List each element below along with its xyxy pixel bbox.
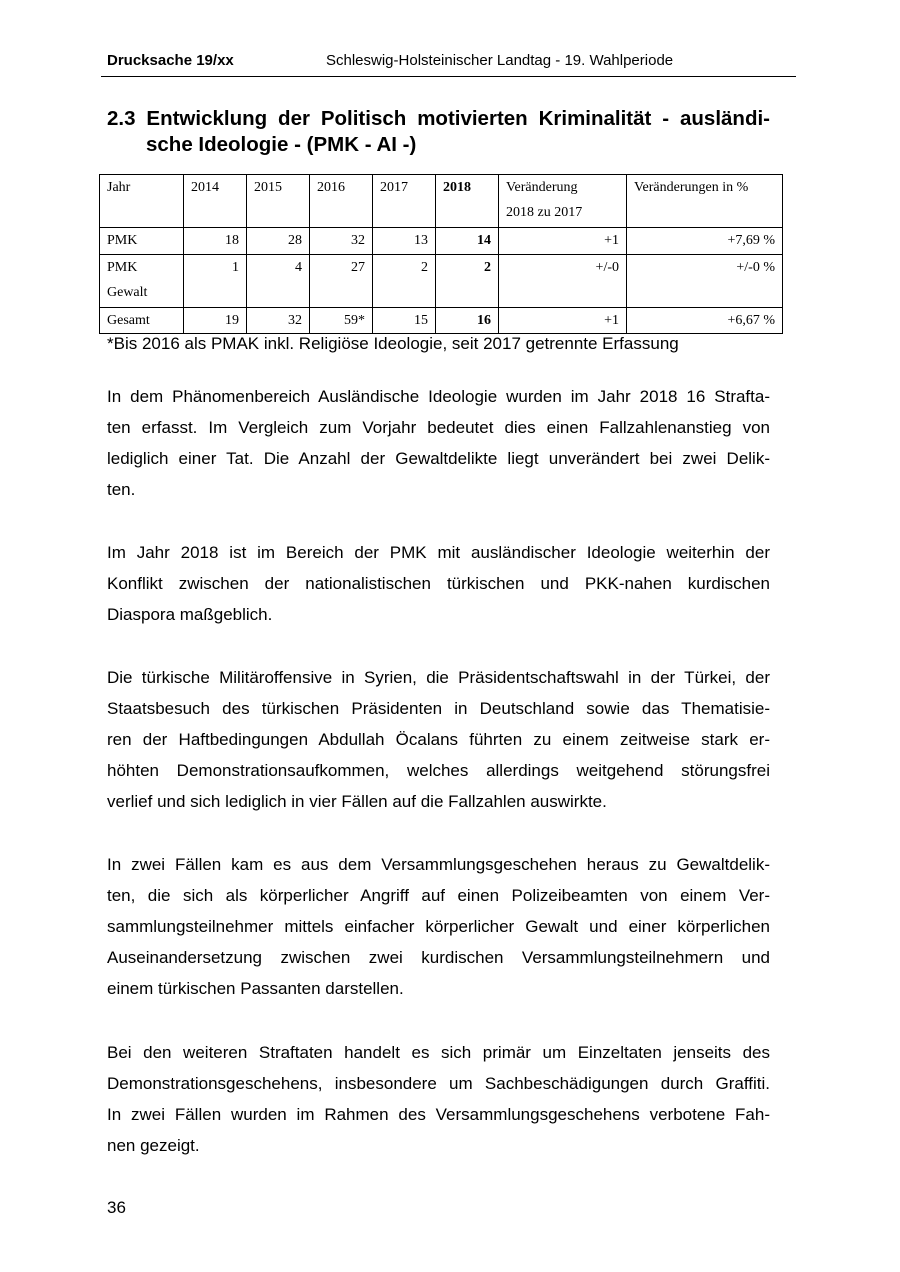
section-heading [107,106,770,158]
text-line: ten, die sich als körperlicher Angriff auf einen Polizeibeamten von einem Ver- [107,886,770,905]
table-cell: 19 [184,308,247,334]
text-line: ten erfasst. Im Vergleich zum Vorjahr bedeutet dies einen Fallzahlenanstieg von [107,418,770,437]
row-label: PMK [100,228,184,255]
table-cell: 14 [436,228,499,255]
text-line: In zwei Fällen wurden im Rahmen des Versammlungsgeschehens verbotene Fah- [107,1105,770,1124]
document-number: Drucksache 19/xx [107,52,234,69]
header-cell-2015: 2015 [247,175,310,228]
table-cell: 32 [310,228,373,255]
text-line: nen gezeigt. [107,1136,200,1155]
paragraph-5 [107,1037,770,1161]
text-line: Konflikt zwischen der nationalistischen türkischen und PKK-nahen kurdischen [107,574,770,593]
table-row [100,255,783,308]
header-cell-2017: 2017 [373,175,436,228]
text-line: In dem Phänomenbereich Ausländische Ideologie wurden im Jahr 2018 16 Strafta- [107,387,770,406]
text-line: Staatsbesuch des türkischen Präsidenten in Deutschland sowie das Thematisie- [107,699,770,718]
header-change-label: Veränderung [506,180,578,195]
header-cell-2016: 2016 [310,175,373,228]
row-label-line-2: Gewalt [107,285,148,300]
section-heading-line-1: 2.3 Entwicklung der Politisch motivierten Kriminalität - ausländi- [107,107,770,130]
table-cell: 27 [310,255,373,308]
table-cell: +7,69 % [627,228,783,255]
text-line: Die türkische Militäroffensive in Syrien, die Präsidentschaftswahl in der Türkei, der [107,668,770,687]
header-cell-change-percent: Veränderungen in % [627,175,783,228]
pmk-statistics-table [99,174,783,334]
text-line: Diaspora maßgeblich. [107,605,273,624]
text-line: Demonstrationsgeschehens, insbesondere um Sachbeschädigungen durch Graffiti. [107,1074,770,1093]
text-line: höhten Demonstrationsaufkommen, welches allerdings weitgehend störungsfrei [107,761,770,780]
text-line: In zwei Fällen kam es aus dem Versammlungsgeschehen heraus zu Gewaltdelik- [107,855,770,874]
table-cell: 1 [184,255,247,308]
table-footnote: *Bis 2016 als PMAK inkl. Religiöse Ideologie, seit 2017 getrennte Erfassung [107,334,679,353]
text-line: ten. [107,480,136,499]
table-header-row [100,175,783,228]
paragraph-4 [107,849,770,1004]
text-line: einem türkischen Passanten darstellen. [107,979,404,998]
table-cell: 2 [436,255,499,308]
row-label: Gesamt [100,308,184,334]
text-line: verlief und sich lediglich in vier Fällen auf die Fallzahlen auswirkte. [107,792,607,811]
text-line: lediglich einer Tat. Die Anzahl der Gewaltdelikte liegt unverändert bei zwei Delik- [107,449,770,468]
row-label [100,255,184,308]
parliament-title: Schleswig-Holsteinischer Landtag - 19. Wahlperiode [326,52,674,69]
table-cell: 18 [184,228,247,255]
table-cell: +/-0 [499,255,627,308]
table-cell: 2 [373,255,436,308]
table-cell: +6,67 % [627,308,783,334]
text-line: Bei den weiteren Straftaten handelt es sich primär um Einzeltaten jenseits des [107,1043,770,1062]
paragraph-1 [107,381,770,505]
table-cell: 16 [436,308,499,334]
header-cell-2014: 2014 [184,175,247,228]
table-cell: +/-0 % [627,255,783,308]
table-row [100,308,783,334]
header-cell-2018: 2018 [436,175,499,228]
table-cell: 32 [247,308,310,334]
table-cell: 59* [310,308,373,334]
table-cell: +1 [499,228,627,255]
paragraph-2 [107,537,770,630]
header-cell-change [499,175,627,228]
header-cell-year: Jahr [100,175,184,228]
table-cell: 13 [373,228,436,255]
table-cell: 4 [247,255,310,308]
paragraph-3 [107,662,770,817]
header-change-sub: 2018 zu 2017 [506,205,583,220]
text-line: ren der Haftbedingungen Abdullah Öcalans führten zu einem zeitweise stark er- [107,730,770,749]
table-row [100,228,783,255]
header-divider [101,76,796,77]
table-cell: 15 [373,308,436,334]
page-number: 36 [107,1198,126,1217]
row-label-line-1: PMK [107,260,138,275]
text-line: sammlungsteilnehmer mittels einfacher körperlicher Gewalt und einer körperlichen [107,917,770,936]
table-cell: +1 [499,308,627,334]
text-line: Auseinandersetzung zwischen zwei kurdischen Versammlungsteilnehmern und [107,948,770,967]
section-heading-line-2: sche Ideologie - (PMK - AI -) [146,133,417,156]
table-cell: 28 [247,228,310,255]
text-line: Im Jahr 2018 ist im Bereich der PMK mit ausländischer Ideologie weiterhin der [107,543,770,562]
